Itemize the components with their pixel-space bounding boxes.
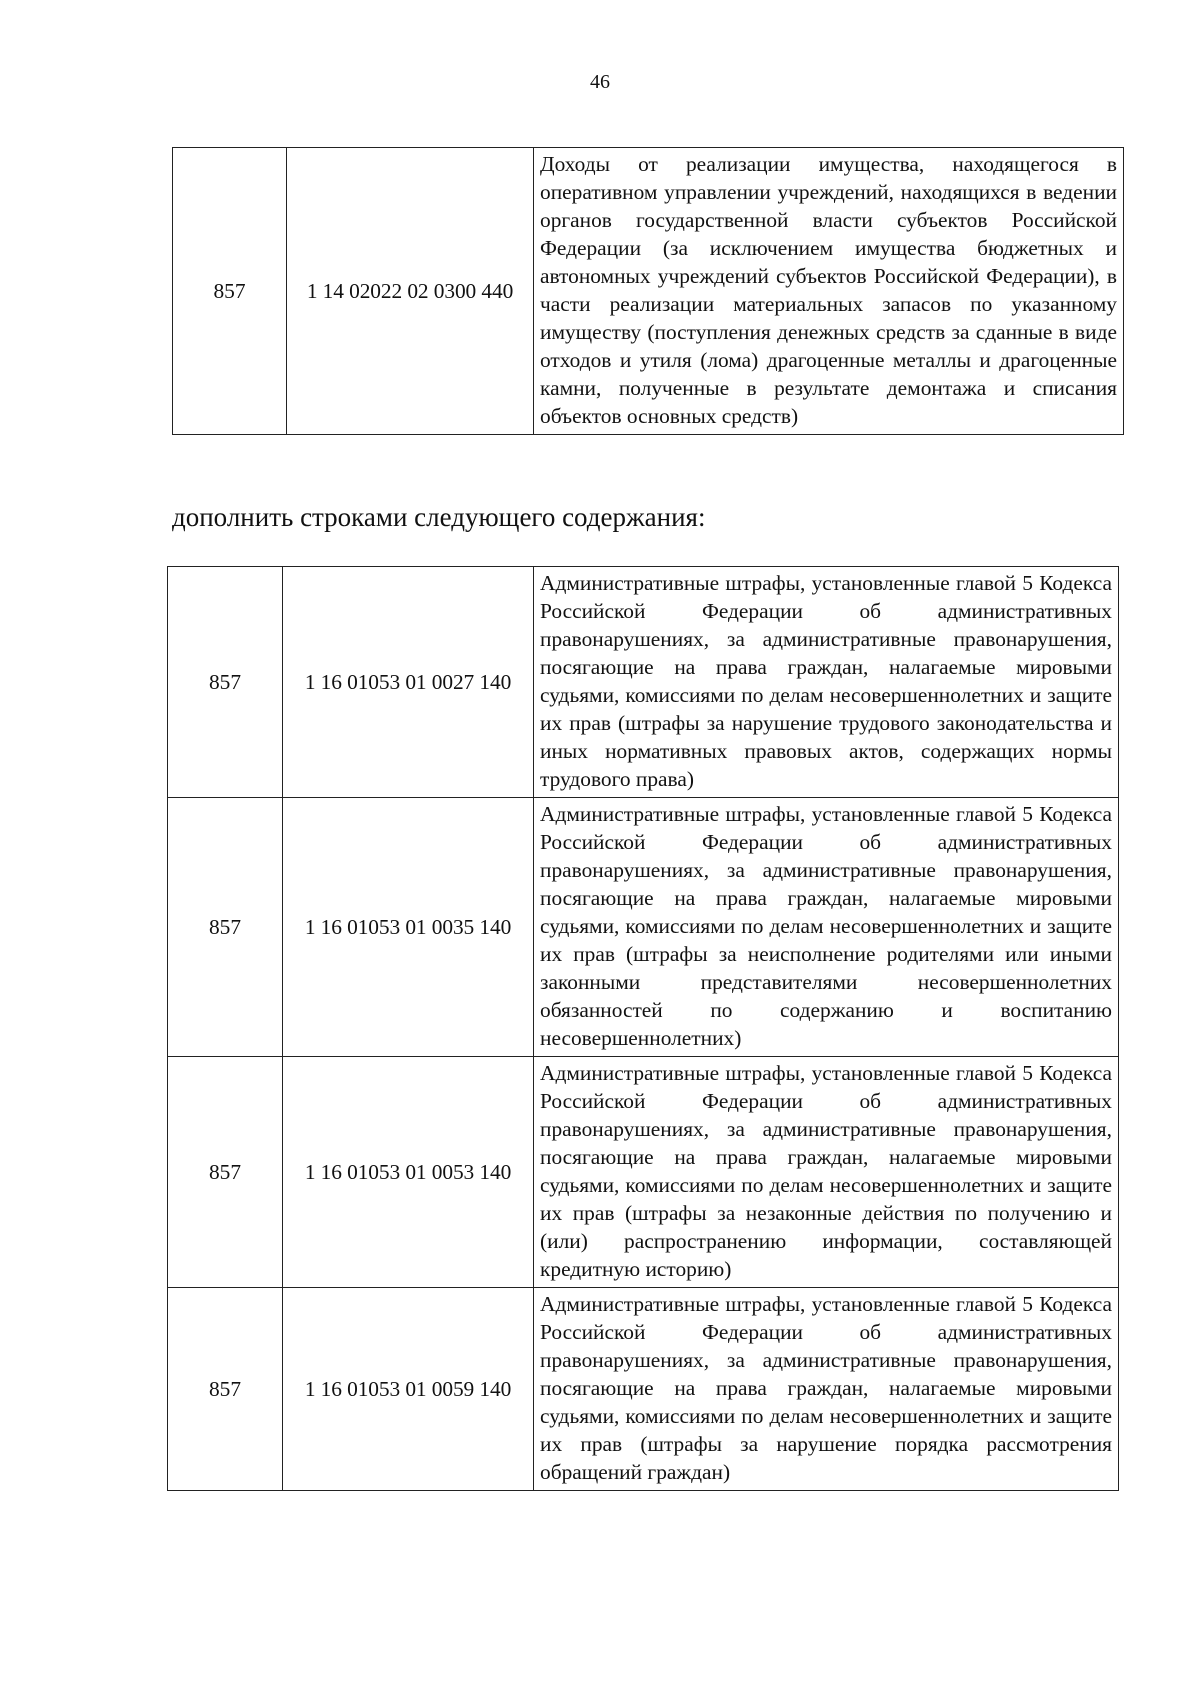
- kbk-code-cell: 1 16 01053 01 0059 140: [283, 1288, 534, 1491]
- admin-code-cell: 857: [173, 148, 287, 435]
- table-row: [173, 148, 1124, 435]
- kbk-code-cell: 1 16 01053 01 0027 140: [283, 567, 534, 798]
- page-number: 46: [590, 71, 610, 93]
- table-row: [168, 798, 1119, 1057]
- kbk-code-cell: 1 14 02022 02 0300 440: [287, 148, 534, 435]
- description-cell: Доходы от реализации имущества, находящегося в оперативном управлении учреждений, находящихся в ведении органов государственной власти субъектов Российской Федерации (за исключением имущества бюджетных и автономных учреждений субъектов Российской Федерации), в части реализации материальных запасов по указанному имуществу (поступления денежных средств за сданные в виде отходов и утиля (лома) драгоценные металлы и драгоценные камни, полученные в результате демонтажа и списания объектов основных средств): [534, 148, 1124, 435]
- description-cell: Административные штрафы, установленные главой 5 Кодекса Российской Федерации об административных правонарушениях, за административные правонарушения, посягающие на права граждан, налагаемые мировыми судьями, комиссиями по делам несовершеннолетних и защите их прав (штрафы за нарушение трудового законодательства и иных нормативных правовых актов, содержащих нормы трудового права): [534, 567, 1119, 798]
- table-row: [168, 567, 1119, 798]
- description-cell: Административные штрафы, установленные главой 5 Кодекса Российской Федерации об административных правонарушениях, за административные правонарушения, посягающие на права граждан, налагаемые мировыми судьями, комиссиями по делам несовершеннолетних и защите их прав (штрафы за неисполнение родителями или иными законными представителями несовершеннолетних обязанностей по содержанию и воспитанию несовершеннолетних): [534, 798, 1119, 1057]
- table-row: [168, 1057, 1119, 1288]
- revenue-table-bottom: [167, 566, 1119, 1491]
- kbk-code-cell: 1 16 01053 01 0035 140: [283, 798, 534, 1057]
- revenue-table-top: [172, 147, 1124, 435]
- description-cell: Административные штрафы, установленные главой 5 Кодекса Российской Федерации об административных правонарушениях, за административные правонарушения, посягающие на права граждан, налагаемые мировыми судьями, комиссиями по делам несовершеннолетних и защите их прав (штрафы за нарушение порядка рассмотрения обращений граждан): [534, 1288, 1119, 1491]
- admin-code-cell: 857: [168, 798, 283, 1057]
- description-cell: Административные штрафы, установленные главой 5 Кодекса Российской Федерации об административных правонарушениях, за административные правонарушения, посягающие на права граждан, налагаемые мировыми судьями, комиссиями по делам несовершеннолетних и защите их прав (штрафы за незаконные действия по получению и (или) распространению информации, составляющей кредитную историю): [534, 1057, 1119, 1288]
- admin-code-cell: 857: [168, 1288, 283, 1491]
- amendment-intro-text: дополнить строками следующего содержания:: [172, 502, 706, 532]
- admin-code-cell: 857: [168, 1057, 283, 1288]
- admin-code-cell: 857: [168, 567, 283, 798]
- table-row: [168, 1288, 1119, 1491]
- kbk-code-cell: 1 16 01053 01 0053 140: [283, 1057, 534, 1288]
